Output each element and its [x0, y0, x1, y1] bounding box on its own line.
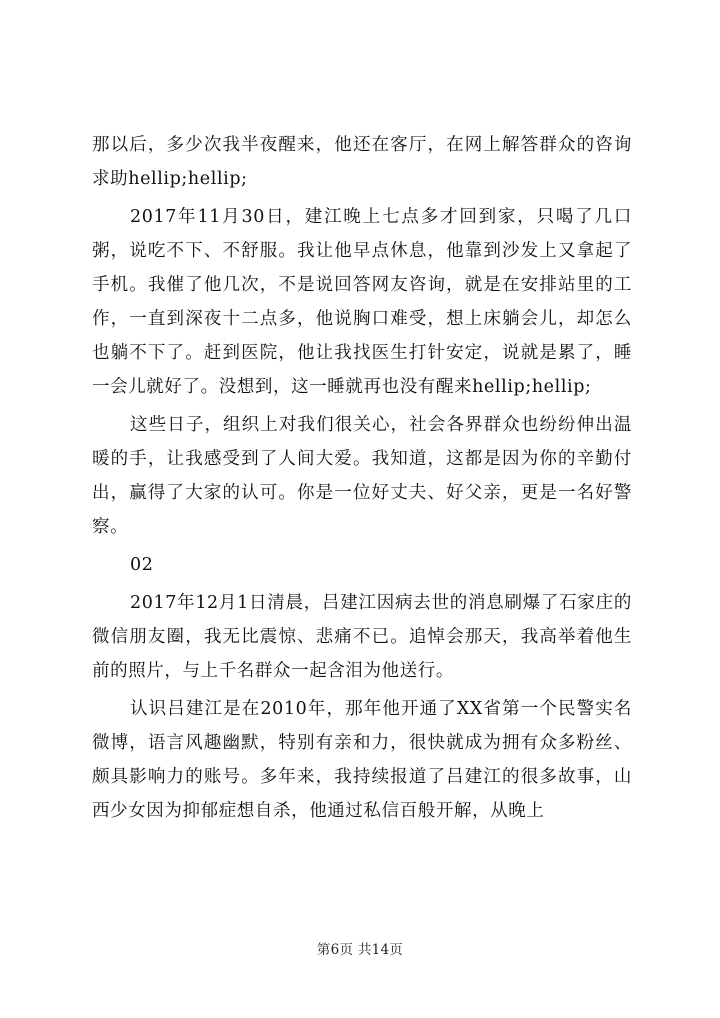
page-footer: 第6页 共14页: [316, 942, 404, 958]
paragraph-3: 这些日子，组织上对我们很关心，社会各界群众也纷纷伸出温暖的手，让我感受到了人间大爱。我知道，这都是因为你的辛勤付出，赢得了大家的认可。你是一位好丈夫、好父亲，更是一名好警察。: [92, 415, 632, 537]
paragraph-2: 2017年11月30日，建江晚上七点多才回到家，只喝了几口粥，说吃不下、不舒服。我让他早点休息，他靠到沙发上又拿起了手机。我催了他几次，不是说回答网友咨询，就是在安排站里的工作，一直到深夜十二点多，他说胸口难受，想上床躺会儿，却怎么也躺不下了。赶到医院，他让我找医生打针安定，说就是累了，睡一会儿就好了。没想到，这一睡就再也没有醒来hellip;hellip;: [92, 207, 632, 397]
paragraph-4: 2017年12月1日清晨，吕建江因病去世的消息刷爆了石家庄的微信朋友圈，我无比震惊、悲痛不已。追悼会那天，我高举着他生前的照片，与上千名群众一起含泪为他送行。: [92, 593, 632, 681]
document-body: [92, 128, 632, 828]
paragraph-1: 那以后，多少次我半夜醒来，他还在客厅，在网上解答群众的咨询求助hellip;hellip;: [92, 135, 632, 189]
section-number: 02: [130, 555, 154, 575]
paragraph-5: 认识吕建江是在2010年，那年他开通了XX省第一个民警实名微博，语言风趣幽默，特别有亲和力，很快就成为拥有众多粉丝、颇具影响力的账号。多年来，我持续报道了吕建江的很多故事，山西少女因为抑郁症想自杀，他通过私信百般开解，从晚上: [92, 699, 632, 821]
